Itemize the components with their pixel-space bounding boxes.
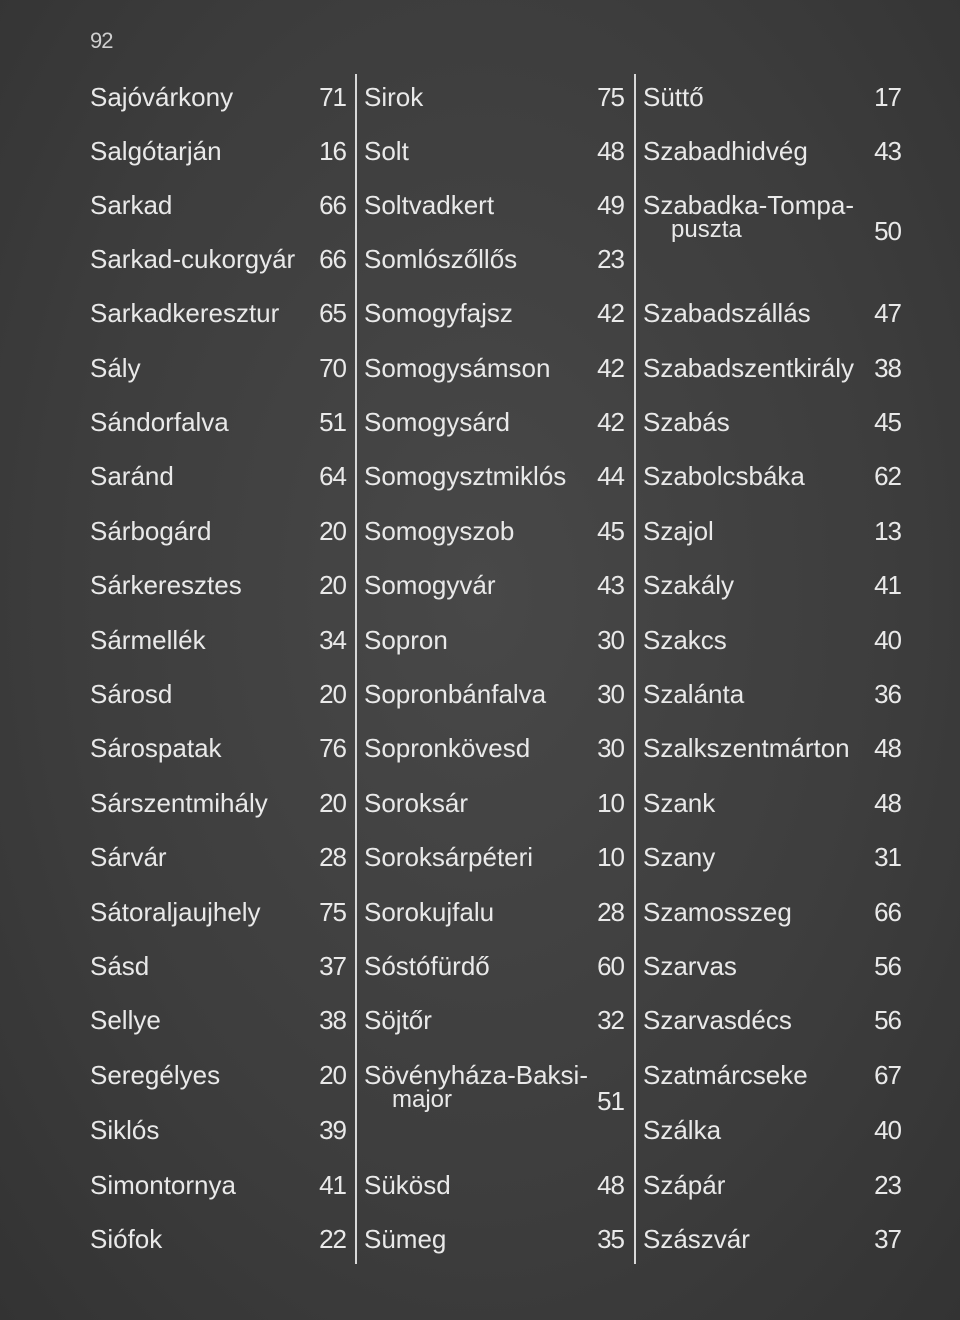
page-reference: 62: [874, 461, 901, 491]
page-reference: 43: [874, 136, 901, 166]
place-name: Soroksárpéteri: [364, 842, 534, 872]
page-reference: 66: [874, 897, 901, 927]
page-reference: 45: [874, 407, 901, 437]
index-entry: [90, 190, 350, 230]
place-name: Somlószőllős: [364, 244, 518, 274]
place-name: Sövényháza-Baksi-: [364, 1060, 588, 1090]
place-name: Somogysárd: [364, 407, 510, 437]
column-1: [90, 0, 350, 1320]
index-entry: [364, 1170, 630, 1210]
index-entry: [364, 679, 630, 719]
index-entry: [364, 244, 630, 284]
index-entry: [643, 842, 907, 882]
index-entry: [90, 82, 350, 122]
column-divider: [355, 74, 357, 1264]
place-name: Sóstófürdő: [364, 951, 490, 981]
place-name: Sárospatak: [90, 733, 222, 763]
index-entry: [364, 788, 630, 828]
place-name: Solt: [364, 136, 409, 166]
place-name: Sárkeresztes: [90, 570, 242, 600]
place-name: Szamosszeg: [643, 897, 792, 927]
place-name: Süttő: [643, 82, 704, 112]
index-entry: [643, 407, 907, 447]
page-reference: 41: [319, 1170, 346, 1200]
index-entry: [90, 516, 350, 556]
index-entry: [90, 951, 350, 991]
page-reference: 20: [319, 570, 346, 600]
page-reference: 37: [874, 1224, 901, 1254]
index-entry: [90, 1224, 350, 1264]
place-name: Szany: [643, 842, 716, 872]
index-entry: [364, 298, 630, 338]
index-entry: [643, 298, 907, 338]
page-reference: 60: [597, 951, 624, 981]
place-name: Somogyfajsz: [364, 298, 513, 328]
index-entry: [364, 190, 630, 230]
index-entry: [364, 82, 630, 122]
index-entry: [643, 353, 907, 393]
index-entry: [364, 136, 630, 176]
page-number: 92: [90, 28, 113, 53]
page-reference: 67: [874, 1060, 901, 1090]
page-reference: 13: [874, 516, 901, 546]
index-entry: [90, 1170, 350, 1210]
index-entry: [90, 788, 350, 828]
index-entry: [364, 897, 630, 937]
place-name: Soltvadkert: [364, 190, 495, 220]
page-reference: 45: [597, 516, 624, 546]
place-name: Szarvasdécs: [643, 1005, 792, 1035]
column-2: [364, 0, 630, 1320]
index-entry: [643, 82, 907, 122]
index-entry: [364, 407, 630, 447]
page-reference: 34: [319, 625, 346, 655]
index-entry: [364, 951, 630, 991]
index-entry: [90, 1115, 350, 1155]
index-entry: [90, 461, 350, 501]
place-name: Szalkszentmárton: [643, 733, 850, 763]
place-name: Sásd: [90, 951, 150, 981]
page-reference: 40: [874, 625, 901, 655]
place-name: Somogysztmiklós: [364, 461, 567, 491]
page-reference: 75: [597, 82, 624, 112]
index-entry: [364, 353, 630, 393]
page-reference: 43: [597, 570, 624, 600]
page-reference: 42: [597, 407, 624, 437]
page-reference: 51: [597, 1086, 624, 1116]
index-entry: [90, 1060, 350, 1100]
place-name: Sármellék: [90, 625, 206, 655]
index-entry: [90, 298, 350, 338]
column-divider: [634, 74, 636, 1264]
index-entry: [643, 951, 907, 991]
page-reference: 42: [597, 298, 624, 328]
place-name: Sükösd: [364, 1170, 451, 1200]
place-name: Szank: [643, 788, 716, 818]
index-entry: [364, 461, 630, 501]
page-reference: 48: [597, 136, 624, 166]
index-entry: [90, 136, 350, 176]
place-name: Szabadszentkirály: [643, 353, 854, 383]
index-entry: [364, 570, 630, 610]
place-name: Szatmárcseke: [643, 1060, 808, 1090]
page-reference: 20: [319, 1060, 346, 1090]
page-reference: 44: [597, 461, 624, 491]
place-name: Szalánta: [643, 679, 745, 709]
page-reference: 51: [319, 407, 346, 437]
page-reference: 36: [874, 679, 901, 709]
page-reference: 49: [597, 190, 624, 220]
column-3: [643, 0, 907, 1320]
index-entry: [364, 1224, 630, 1264]
place-name: Sárszentmihály: [90, 788, 268, 818]
index-entry: [90, 1005, 350, 1045]
place-name: Szarvas: [643, 951, 737, 981]
page-reference: 28: [597, 897, 624, 927]
index-entry: [90, 679, 350, 719]
index-entry: [364, 516, 630, 556]
index-entry: [364, 733, 630, 773]
place-name: Seregélyes: [90, 1060, 221, 1090]
page-reference: 48: [874, 733, 901, 763]
place-name: Söjtőr: [364, 1005, 432, 1035]
index-entry: [364, 1005, 630, 1045]
place-name: Siófok: [90, 1224, 163, 1254]
page-reference: 66: [319, 190, 346, 220]
page-reference: 50: [874, 216, 901, 246]
place-name: Szabadszállás: [643, 298, 811, 328]
index-entry: [643, 625, 907, 665]
page-reference: 71: [319, 82, 346, 112]
page-reference: 30: [597, 679, 624, 709]
page-reference: 31: [874, 842, 901, 872]
page-reference: 76: [319, 733, 346, 763]
place-name: Szálka: [643, 1115, 722, 1145]
index-entry: [643, 1224, 907, 1264]
place-name: Sály: [90, 353, 141, 383]
page-reference: 28: [319, 842, 346, 872]
index-entry: [90, 407, 350, 447]
page-reference: 30: [597, 733, 624, 763]
place-name: Soroksár: [364, 788, 469, 818]
page-reference: 75: [319, 897, 346, 927]
place-name: Szászvár: [643, 1224, 750, 1254]
place-name: Szápár: [643, 1170, 726, 1200]
page-reference: 48: [597, 1170, 624, 1200]
place-name: Szabadhidvég: [643, 136, 808, 166]
place-name: Sellye: [90, 1005, 161, 1035]
place-name: Sarkadkeresztur: [90, 298, 280, 328]
index-entry: [643, 461, 907, 501]
page-reference: 20: [319, 516, 346, 546]
place-name: Sarkad-cukorgyár: [90, 244, 296, 274]
index-entry: [90, 733, 350, 773]
place-name-continuation: puszta: [671, 216, 742, 243]
page-reference: 35: [597, 1224, 624, 1254]
place-name: Szabolcsbáka: [643, 461, 805, 491]
page-reference: 38: [319, 1005, 346, 1035]
index-entry: [643, 516, 907, 556]
place-name: Szabadka-Tompa-: [643, 190, 854, 220]
place-name: Szakály: [643, 570, 735, 600]
place-name: Sárbogárd: [90, 516, 212, 546]
place-name: Sárosd: [90, 679, 173, 709]
page-reference: 40: [874, 1115, 901, 1145]
page-reference: 20: [319, 679, 346, 709]
page-reference: 41: [874, 570, 901, 600]
place-name: Salgótarján: [90, 136, 222, 166]
place-name: Simontornya: [90, 1170, 236, 1200]
index-entry: [643, 136, 907, 176]
place-name-continuation: major: [392, 1086, 453, 1113]
index-entry: [364, 842, 630, 882]
index-entry: [643, 733, 907, 773]
index-entry: [643, 1115, 907, 1155]
place-name: Szabás: [643, 407, 730, 437]
place-name: Sárvár: [90, 842, 167, 872]
index-entry: [90, 897, 350, 937]
page-reference: 70: [319, 353, 346, 383]
index-entry: [643, 679, 907, 719]
index-entry: [364, 1060, 630, 1116]
place-name: Somogyszob: [364, 516, 515, 546]
index-entry: [643, 570, 907, 610]
page-reference: 23: [597, 244, 624, 274]
place-name: Sarkad: [90, 190, 173, 220]
index-entry: [90, 570, 350, 610]
index-entry: [643, 897, 907, 937]
place-name: Sorokujfalu: [364, 897, 495, 927]
page-reference: 66: [319, 244, 346, 274]
place-name: Szakcs: [643, 625, 727, 655]
page-reference: 64: [319, 461, 346, 491]
index-entry: [643, 1005, 907, 1045]
page-reference: 56: [874, 1005, 901, 1035]
index-entry: [90, 625, 350, 665]
page-reference: 65: [319, 298, 346, 328]
index-entry: [643, 1170, 907, 1210]
page-reference: 17: [874, 82, 901, 112]
page-reference: 10: [597, 842, 624, 872]
page-reference: 16: [319, 136, 346, 166]
index-entry: [90, 353, 350, 393]
place-name: Sándorfalva: [90, 407, 229, 437]
page-reference: 48: [874, 788, 901, 818]
index-entry: [643, 1060, 907, 1100]
place-name: Szajol: [643, 516, 714, 546]
page-reference: 56: [874, 951, 901, 981]
place-name: Sopronkövesd: [364, 733, 531, 763]
page-reference: 42: [597, 353, 624, 383]
page-reference: 23: [874, 1170, 901, 1200]
place-name: Somogyvár: [364, 570, 496, 600]
index-entry: [364, 625, 630, 665]
place-name: Sátoraljaujhely: [90, 897, 261, 927]
page-reference: 22: [319, 1224, 346, 1254]
page-reference: 38: [874, 353, 901, 383]
place-name: Saránd: [90, 461, 174, 491]
index-entry: [90, 244, 350, 284]
place-name: Somogysámson: [364, 353, 551, 383]
place-name: Sümeg: [364, 1224, 447, 1254]
place-name: Sajóvárkony: [90, 82, 234, 112]
page-reference: 37: [319, 951, 346, 981]
page-reference: 10: [597, 788, 624, 818]
place-name: Siklós: [90, 1115, 160, 1145]
page-reference: 20: [319, 788, 346, 818]
place-name: Sopronbánfalva: [364, 679, 547, 709]
page-reference: 30: [597, 625, 624, 655]
page-reference: 47: [874, 298, 901, 328]
index-entry: [643, 788, 907, 828]
page-reference: 39: [319, 1115, 346, 1145]
index-entry: [643, 190, 907, 246]
place-name: Sirok: [364, 82, 424, 112]
index-entry: [90, 842, 350, 882]
place-name: Sopron: [364, 625, 448, 655]
page-reference: 32: [597, 1005, 624, 1035]
